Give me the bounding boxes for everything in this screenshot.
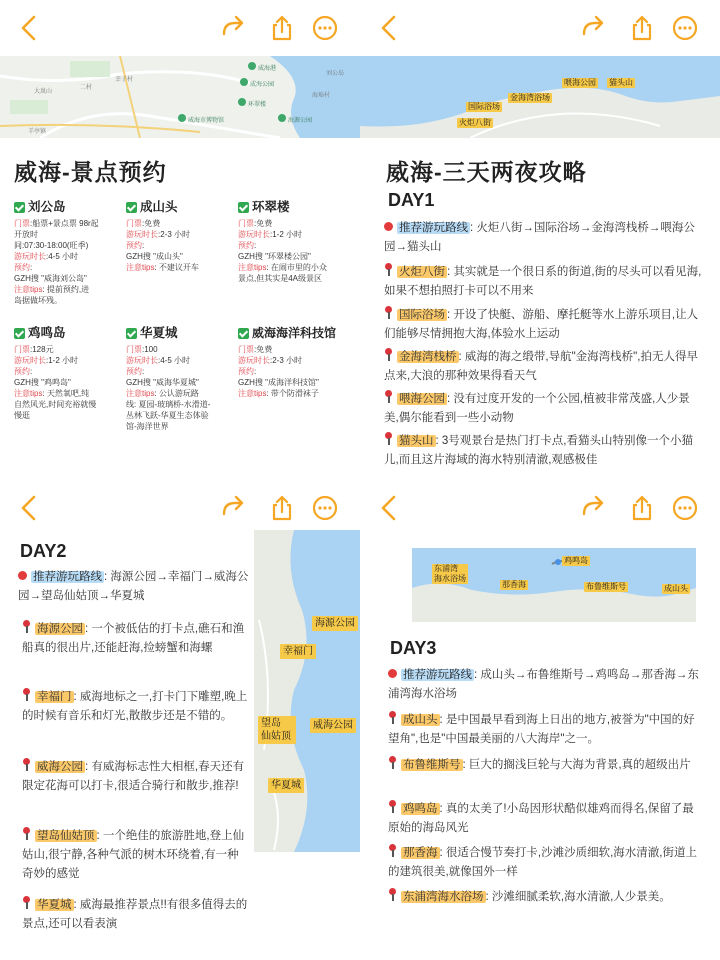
- pin-icon: [384, 306, 393, 319]
- info-text: GZH搜 "成海洋科技馆": [238, 378, 319, 387]
- redo-icon[interactable]: [220, 14, 246, 42]
- attraction-name: [14, 325, 126, 341]
- route-text: : 成山头→布鲁维斯号→鸡鸣岛→那香海→东浦湾海水浴场: [388, 669, 699, 700]
- spot-paragraph: [388, 888, 704, 907]
- spot-paragraph: [22, 620, 248, 658]
- info-text: :: [254, 241, 257, 250]
- panel-day3: [360, 480, 720, 960]
- more-icon[interactable]: [312, 494, 338, 522]
- spot-text: : 没有过度开发的一个公园,植被非常茂盛,人少景美,偶尔能看到一些小动物: [384, 393, 690, 424]
- spot-name: 鸡鸣岛: [403, 803, 438, 815]
- info-text: 间:07:30-18:00(旺季): [14, 241, 89, 250]
- route-paragraph: [384, 219, 700, 257]
- red-dot-icon: [388, 669, 397, 678]
- attraction-info: [126, 344, 238, 432]
- pin-icon: [388, 711, 397, 724]
- attraction-name-text: 环翠楼: [252, 200, 290, 214]
- attraction-name-text: 威海海洋科技馆: [252, 326, 337, 340]
- map-label: 羊亭镇: [28, 129, 47, 135]
- map-pin: [248, 62, 256, 70]
- spot-name: 望岛仙姑顶: [37, 830, 95, 842]
- info-text: : 天然氧吧,纯: [42, 389, 90, 398]
- weihai-city-map: [0, 56, 360, 138]
- info-text: :: [30, 367, 33, 376]
- spot-name: 布鲁维斯号: [403, 759, 461, 771]
- attraction-name: [14, 199, 126, 215]
- chevron-left-icon[interactable]: [18, 14, 40, 42]
- checkbox-icon: [238, 202, 249, 213]
- map-label: 幸子村: [115, 77, 134, 83]
- top-nav-bar: [360, 0, 720, 56]
- spot-text: : 是中国最早看到海上日出的地方,被誉为"中国的好望角",也是"中国最美丽的八大海岸"之一。: [388, 714, 695, 745]
- info-label: 门票: [238, 219, 254, 228]
- pin-icon: [22, 620, 31, 633]
- info-label: 游玩时长: [238, 356, 270, 365]
- redo-icon[interactable]: [220, 494, 246, 522]
- spot-paragraph: [22, 827, 248, 884]
- attraction-card: [14, 325, 126, 421]
- attraction-name: [126, 199, 238, 215]
- info-text: 慢逛: [14, 411, 30, 420]
- map-label: 华夏城: [268, 778, 304, 793]
- map-pin: [238, 98, 246, 106]
- spot-paragraph: [388, 800, 704, 838]
- spot-paragraph: [384, 263, 702, 301]
- spot-name: 成山头: [403, 714, 438, 726]
- page-title: 威海-景点预约: [14, 159, 167, 185]
- spot-paragraph: [22, 688, 248, 726]
- spot-paragraph: [388, 711, 704, 749]
- attraction-name-text: 成山头: [140, 200, 178, 214]
- info-text: :免费: [254, 345, 273, 354]
- map-label: 金海湾浴场: [510, 93, 550, 102]
- info-text: :2-3 小时: [158, 230, 191, 239]
- pin-icon: [388, 756, 397, 769]
- info-label: 注意tips: [126, 263, 155, 272]
- info-text: GZH搜 "威海刘公岛": [14, 274, 87, 283]
- spot-paragraph: [384, 390, 702, 428]
- info-text: GZH搜 "鸡鸣岛": [14, 378, 71, 387]
- info-label: 游玩时长: [126, 356, 158, 365]
- info-label: 预约: [126, 241, 142, 250]
- info-text: 岛据做坏残。: [14, 296, 62, 305]
- info-text: : 公认游玩路: [154, 389, 199, 398]
- spot-text: : 巨大的搁浅巨轮与大海为背景,真的超级出片: [462, 759, 691, 771]
- pin-icon: [388, 888, 397, 901]
- map-label: 海源公园: [312, 616, 358, 631]
- info-label: 门票: [238, 345, 254, 354]
- route-label: 推荐游玩路线: [399, 222, 468, 234]
- info-text: : 带个防滑袜子: [266, 389, 319, 398]
- spot-name: 那香海: [403, 847, 438, 859]
- share-icon[interactable]: [270, 14, 294, 42]
- day-heading: DAY2: [20, 541, 67, 561]
- spot-text: : 有威海标志性大相框,春天还有限定花海可以打卡,很适合骑行和散步,推荐!: [22, 761, 245, 792]
- redo-icon[interactable]: [580, 14, 606, 42]
- more-icon[interactable]: [312, 14, 338, 42]
- spot-text: : 威海最推荐景点!!有很多值得去的景点,还可以看表演: [22, 899, 248, 930]
- spot-text: : 威海的海之缎带,导航"金海湾栈桥",拍无人得早点来,大浪的那种效果得看天气: [384, 351, 698, 382]
- spot-name: 海源公园: [37, 623, 83, 635]
- map-label: 刘公岛: [326, 71, 345, 77]
- pin-icon: [388, 844, 397, 857]
- pin-icon: [384, 390, 393, 403]
- spot-name: 火炬八街: [399, 266, 445, 278]
- map-label: 那香海: [502, 580, 526, 589]
- attraction-info: [14, 344, 126, 421]
- attraction-info: [238, 218, 356, 284]
- map-label: 海埠村: [312, 93, 331, 99]
- spot-name: 幸福门: [37, 691, 72, 703]
- share-icon[interactable]: [630, 14, 654, 42]
- spot-text: : 一个绝佳的旅游胜地,登上仙姑山,很宁静,各种气派的树木环绕着,有一种奇妙的感觉: [22, 830, 245, 880]
- spot-paragraph: [22, 896, 248, 934]
- info-label: 门票: [14, 345, 30, 354]
- panel-day1: [360, 0, 720, 480]
- map-label: 威海港: [258, 66, 277, 72]
- info-label: 预约: [126, 367, 142, 376]
- checkbox-icon: [126, 202, 137, 213]
- redo-icon[interactable]: [580, 494, 606, 522]
- pin-icon: [388, 800, 397, 813]
- pin-icon: [384, 263, 393, 276]
- route-paragraph: [388, 666, 704, 704]
- map-label: 大岚山: [34, 89, 53, 95]
- more-icon[interactable]: [672, 494, 698, 522]
- page-title: 威海-三天两夜攻略: [386, 159, 587, 185]
- attraction-info: [126, 218, 238, 273]
- checkbox-icon: [14, 328, 25, 339]
- info-label: 预约: [14, 367, 30, 376]
- info-text: : 在闹市里的小众: [266, 263, 327, 272]
- attraction-name-text: 华夏城: [140, 326, 178, 340]
- map-label: 威海公园: [310, 718, 356, 733]
- info-label: 游玩时长: [126, 230, 158, 239]
- map-label: 环翠楼: [248, 102, 267, 108]
- map-label: 成山头: [664, 584, 688, 593]
- attraction-card: [238, 325, 358, 399]
- map-label: 望岛 仙姑顶: [258, 716, 296, 744]
- pin-icon: [384, 348, 393, 361]
- info-text: GZH搜 "威海华夏城": [126, 378, 199, 387]
- spot-text: : 真的太美了!小岛因形状酷似雄鸡而得名,保留了最原始的海岛风光: [388, 803, 694, 834]
- map-label: 海源公园: [288, 118, 313, 124]
- chevron-left-icon[interactable]: [378, 14, 400, 42]
- attraction-name-text: 鸡鸣岛: [28, 326, 66, 340]
- info-text: : 提前预约,进: [42, 285, 90, 294]
- info-text: :: [142, 241, 145, 250]
- attraction-card: [14, 199, 126, 306]
- info-text: : 不建议开车: [154, 263, 199, 272]
- spot-name: 华夏城: [37, 899, 72, 911]
- spot-name: 猫头山: [399, 435, 434, 447]
- top-nav-bar: [360, 480, 720, 536]
- info-text: :1-2 小时: [46, 356, 79, 365]
- map-label: 幸福门: [280, 644, 316, 659]
- info-label: 预约: [238, 367, 254, 376]
- spot-name: 金海湾栈桥: [399, 351, 457, 363]
- info-label: 预约: [238, 241, 254, 250]
- attraction-name: [238, 199, 356, 215]
- route-text: : 火炬八街→国际浴场→金海湾栈桥→喂海公园→猫头山: [384, 222, 695, 253]
- chevron-left-icon[interactable]: [18, 494, 40, 522]
- map-pin: [178, 114, 186, 122]
- info-text: :4-5 小时: [46, 252, 79, 261]
- info-text: :免费: [142, 219, 161, 228]
- info-text: GZH搜 "环翠楼公园": [238, 252, 311, 261]
- spot-text: : 开设了快艇、游船、摩托艇等水上游乐项目,让人们能够尽情拥抱大海,体验水上运动: [384, 309, 699, 340]
- share-icon[interactable]: [270, 494, 294, 522]
- map-label: 布鲁维斯号: [586, 582, 626, 591]
- info-text: :4-5 小时: [158, 356, 191, 365]
- info-text: 线: 夏园-玻璃桥-水滑道-: [126, 400, 211, 409]
- route-paragraph: [18, 568, 250, 606]
- info-label: 游玩时长: [238, 230, 270, 239]
- info-text: GZH搜 "成山头": [126, 252, 183, 261]
- info-label: 注意tips: [14, 389, 43, 398]
- spot-paragraph: [384, 306, 702, 344]
- pin-icon: [22, 896, 31, 909]
- info-label: 预约: [14, 263, 30, 272]
- info-label: 注意tips: [238, 389, 267, 398]
- attraction-name-text: 刘公岛: [28, 200, 66, 214]
- info-text: 馆-海洋世界: [126, 422, 169, 431]
- map-label: 喂海公园: [564, 78, 596, 87]
- map-pin: [278, 114, 286, 122]
- attraction-card: [126, 325, 238, 432]
- attraction-name: [238, 325, 358, 341]
- checkbox-icon: [238, 328, 249, 339]
- share-icon[interactable]: [630, 494, 654, 522]
- info-label: 门票: [126, 345, 142, 354]
- map-pin: [240, 78, 248, 86]
- top-nav-bar: [0, 480, 360, 536]
- info-text: :100: [142, 345, 158, 354]
- attraction-card: [238, 199, 356, 284]
- info-text: :: [142, 367, 145, 376]
- pin-icon: [22, 758, 31, 771]
- pin-icon: [22, 688, 31, 701]
- info-text: :免费: [254, 219, 273, 228]
- map-label: 国际浴场: [468, 102, 500, 111]
- spot-paragraph: [384, 432, 702, 470]
- route-label: 推荐游玩路线: [403, 669, 472, 681]
- info-text: :128元: [30, 345, 54, 354]
- map-label: 鸡鸣岛: [564, 556, 588, 565]
- info-text: 丛林飞跃-华夏生态体验: [126, 411, 209, 420]
- map-label: 威海市博物馆: [188, 118, 225, 124]
- route-label: 推荐游玩路线: [33, 571, 102, 583]
- info-text: :2-3 小时: [270, 356, 303, 365]
- spot-name: 东浦湾海水浴场: [403, 891, 484, 903]
- spot-paragraph: [384, 348, 702, 386]
- info-label: 注意tips: [238, 263, 267, 272]
- info-label: 门票: [126, 219, 142, 228]
- checkbox-icon: [126, 328, 137, 339]
- chevron-left-icon[interactable]: [378, 494, 400, 522]
- day2-route-map: [254, 530, 360, 852]
- pin-icon: [384, 432, 393, 445]
- checkbox-icon: [14, 202, 25, 213]
- red-dot-icon: [384, 222, 393, 231]
- panel-attraction-booking: [0, 0, 360, 480]
- attraction-info: [238, 344, 358, 399]
- route-text: : 海源公园→幸福门→威海公园→望岛仙姑顶→华夏城: [18, 571, 249, 602]
- attraction-name: [126, 325, 238, 341]
- day3-route-map: [412, 548, 696, 622]
- spot-paragraph: [388, 756, 704, 775]
- attraction-card: [126, 199, 238, 273]
- day-heading: DAY1: [388, 190, 435, 210]
- spot-paragraph: [22, 758, 248, 796]
- spot-text: : 3号观景台是热门打卡点,看猫头山特别像一个小猫儿,而且这片海域的海水特别清澈,观感极佳: [384, 435, 693, 466]
- attraction-info: [14, 218, 126, 306]
- day-heading: DAY3: [390, 638, 437, 658]
- map-label: 东浦湾 海水浴场: [434, 564, 466, 583]
- info-text: :船票+景点票 98r起: [30, 219, 99, 228]
- info-label: 门票: [14, 219, 30, 228]
- info-text: 景点,但其实是4A级景区: [238, 274, 323, 283]
- info-text: 开放时: [14, 230, 38, 239]
- day1-route-map: [360, 56, 720, 138]
- spot-text: : 沙滩细腻柔软,海水清澈,人少景美。: [485, 891, 671, 903]
- spot-text: : 一个被低估的打卡点,礁石和渔船真的很出片,还能赶海,捡螃蟹和海螺: [22, 623, 245, 654]
- info-text: :1-2 小时: [270, 230, 303, 239]
- info-label: 注意tips: [14, 285, 43, 294]
- info-label: 游玩时长: [14, 356, 46, 365]
- spot-text: : 威海地标之一,打卡门下雕塑,晚上的时候有音乐和灯光,散散步还是不错的。: [22, 691, 248, 722]
- spot-text: : 其实就是一个很日系的街道,街的尽头可以看见海,如果不想拍照打卡可以不用来: [384, 266, 702, 297]
- map-label: 火炬八街: [459, 118, 491, 127]
- more-icon[interactable]: [672, 14, 698, 42]
- map-label: 威海公园: [250, 82, 275, 88]
- pin-icon: [22, 827, 31, 840]
- info-text: :: [30, 263, 33, 272]
- info-text: :: [254, 367, 257, 376]
- info-label: 注意tips: [126, 389, 155, 398]
- spot-name: 威海公园: [37, 761, 83, 773]
- map-label: 猫头山: [609, 78, 633, 87]
- spot-name: 喂海公园: [399, 393, 445, 405]
- info-text: 自然风光,时间充裕就慢: [14, 400, 97, 409]
- info-label: 游玩时长: [14, 252, 46, 261]
- red-dot-icon: [18, 571, 27, 580]
- spot-paragraph: [388, 844, 704, 882]
- map-label: 二村: [80, 85, 93, 91]
- top-nav-bar: [0, 0, 360, 56]
- spot-name: 国际浴场: [399, 309, 445, 321]
- spot-text: : 很适合慢节奏打卡,沙滩沙质细软,海水清澈,街道上的建筑很美,就像国外一样: [388, 847, 697, 878]
- panel-day2: [0, 480, 360, 960]
